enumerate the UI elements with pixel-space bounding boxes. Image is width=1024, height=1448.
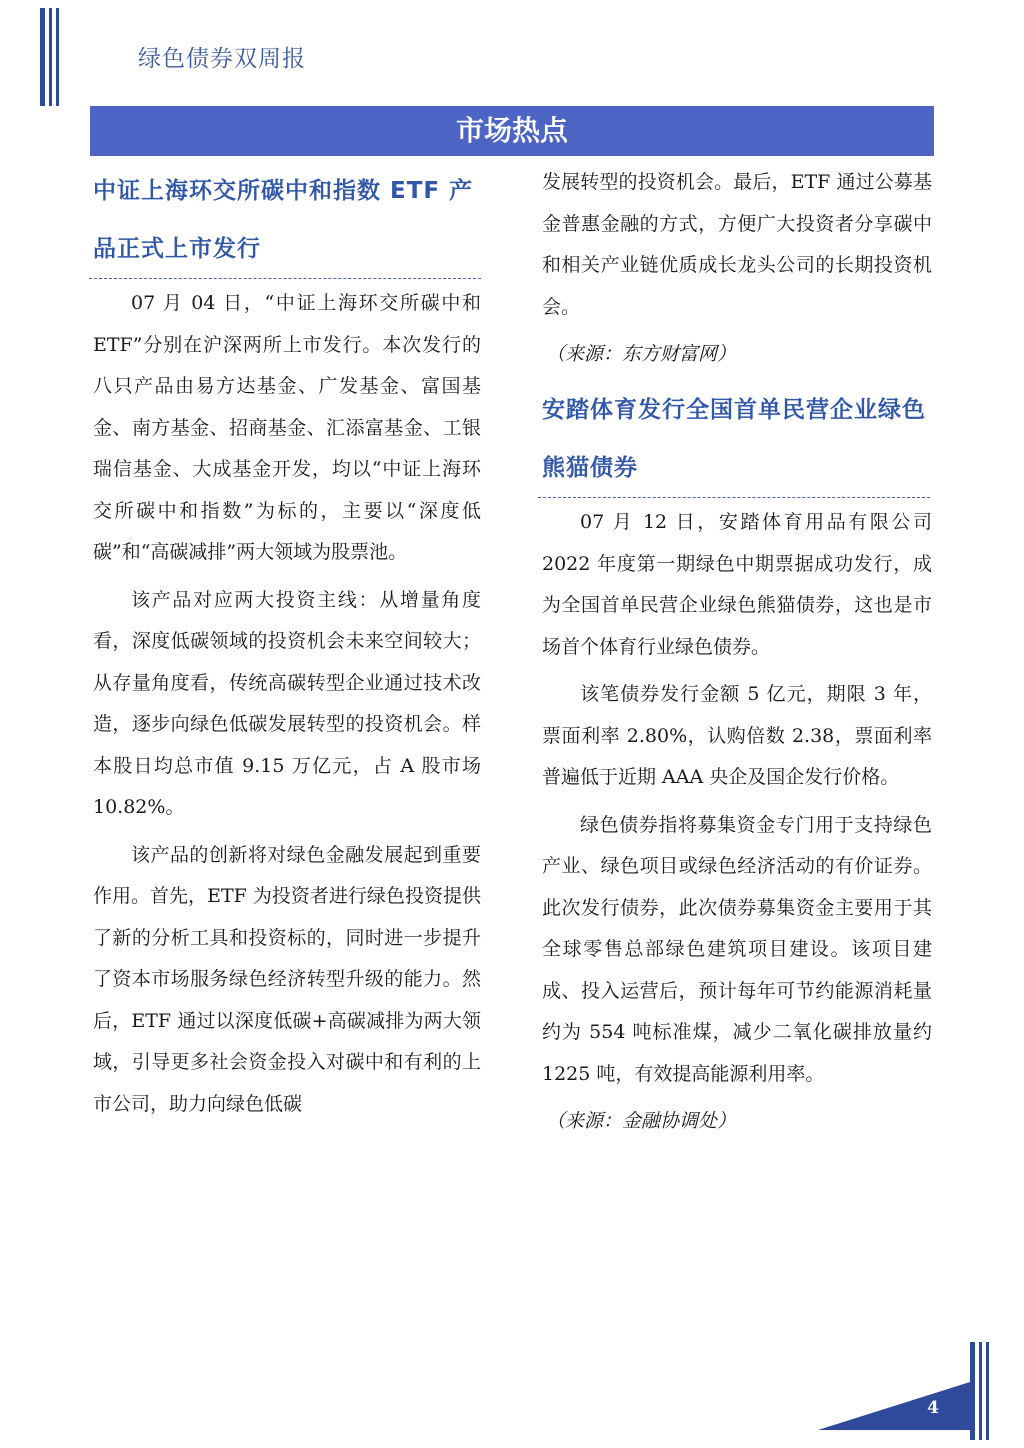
title-divider xyxy=(538,497,930,498)
article-source: （来源：金融协调处） xyxy=(546,1110,737,1132)
article-source: （来源：东方财富网） xyxy=(546,343,737,365)
article-paragraph: 绿色债券指将募集资金专门用于支持绿色产业、绿色项目或绿色经济活动的有价证券。此次发行债券，此次债券募集资金主要用于其全球零售总部绿色建筑项目建设。该项目建成、投入运营后，预计每年可节约能源消耗量约为 554 吨标准煤，减少二氧化碳排放量约 1225 吨，有效提高能源利用率。 xyxy=(542,813,932,1085)
article-paragraph: 该产品的创新将对绿色金融发展起到重要作用。首先，ETF 为投资者进行绿色投资提供了新的分析工具和投资标的，同时进一步提升了资本市场服务绿色经济转型升级的能力。然后，ETF 通过以深度低碳+高碳减排为两大领域，引导更多社会资金投入对碳中和有利的上市公司，助力向绿色低碳 xyxy=(93,843,481,1115)
section-banner: 市场热点 xyxy=(90,106,934,156)
page-number: 4 xyxy=(927,1398,939,1418)
footer-decor-bars xyxy=(970,1342,989,1440)
article-paragraph: 07 月 04 日，“中证上海环交所碳中和ETF”分别在沪深两所上市发行。本次发行的八只产品由易方达基金、广发基金、富国基金、南方基金、招商基金、汇添富基金、工银瑞信基金、大成基金开发，均以“中证上海环交所碳中和指数”为标的，主要以“深度低碳”和“高碳减排”两大领域为股票池。 xyxy=(93,292,481,563)
left-column xyxy=(93,162,481,1131)
article-paragraph: 该笔债券发行金额 5 亿元，期限 3 年，票面利率 2.80%，认购倍数 2.38，票面利率普遍低于近期 AAA 央企及国企发行价格。 xyxy=(542,683,932,788)
article-title-anta: 安踏体育发行全国首单民营企业绿色熊猫债券 xyxy=(542,397,926,481)
publication-title: 绿色债券双周报 xyxy=(138,46,306,72)
title-divider xyxy=(89,278,481,279)
header-decor-bars xyxy=(40,8,59,106)
article-paragraph: 该产品对应两大投资主线：从增量角度看，深度低碳领域的投资机会未来空间较大；从存量角度看，传统高碳转型企业通过技术改造，逐步向绿色低碳发展转型的投资机会。样本股日均总市值 9.15 万亿元，占 A 股市场 10.82%。 xyxy=(93,588,481,818)
article-paragraph-continued: 发展转型的投资机会。最后，ETF 通过公募基金普惠金融的方式，方便广大投资者分享碳中和相关产业链优质成长龙头公司的长期投资机会。 xyxy=(542,171,932,318)
article-paragraph: 07 月 12 日，安踏体育用品有限公司 2022 年度第一期绿色中期票据成功发行，成为全国首单民营企业绿色熊猫债券，这也是市场首个体育行业绿色债券。 xyxy=(542,511,932,658)
right-column xyxy=(542,162,932,1148)
article-title-etf: 中证上海环交所碳中和指数 ETF 产品正式上市发行 xyxy=(93,178,474,262)
